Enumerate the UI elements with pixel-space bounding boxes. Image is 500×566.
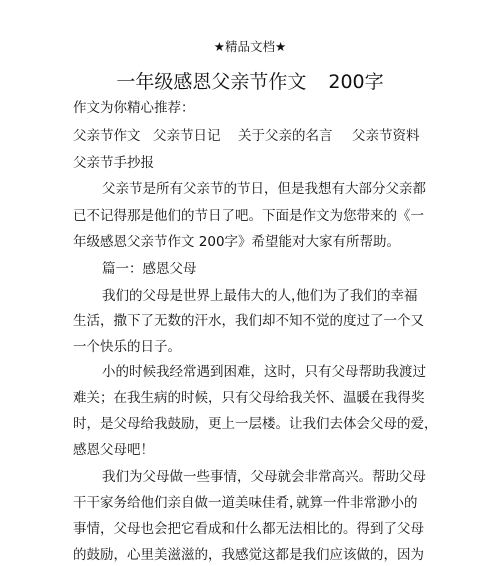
paragraph-line: 他们为了我们的幸福: [296, 288, 418, 304]
related-links-row: [73, 127, 141, 145]
paragraph-line: 事情，父母也会把它看成和什么都无法相比的。得到了父母: [73, 521, 424, 537]
paragraph-line: 感恩父母吧！: [73, 442, 154, 458]
paragraph-line: 生活，撒下了无数的汗水，我们却不知不觉的度过了一个又: [73, 313, 424, 329]
paragraph-line: 就算一件非常渺小的: [296, 495, 418, 511]
paragraph-line: ；在我得奖: [357, 390, 425, 406]
section-heading: 篇一：感恩父母: [102, 261, 197, 277]
document-title: [0, 70, 500, 94]
paragraph-line: 难关；在我生病的时候，只有父母给我关怀、温暖: [73, 390, 370, 406]
link-father-day-essay[interactable]: 父亲节作文: [73, 128, 141, 144]
title-main: 一年级感恩父亲节作文: [116, 71, 307, 93]
paragraph-line: 的鼓励，心里美滋滋的，我感觉这都是我们应该做的，因为: [73, 547, 424, 563]
paragraph-line: 时，是父母给我鼓励，更上一层楼。让我们去体会父母的爱，: [73, 416, 438, 432]
paragraph-line: 父亲节是所有父亲节的节日，但是我想有大部分父亲都: [102, 181, 426, 197]
paragraph-line: 年级感恩父亲节作文 200字》希望能对大家有所帮助。: [73, 234, 401, 250]
paragraph-line: 我们的父母是世界上最伟大的人，: [102, 288, 305, 304]
link-father-day-info[interactable]: 父亲节资料: [352, 128, 420, 144]
paragraph-line: 已不记得那是他们的节日了吧。下面是作文为您带来的《一: [73, 208, 424, 224]
paragraph-line: 我们为父母做一些事情，父母就会非常高兴。帮助父母: [102, 469, 426, 485]
title-word-count: 200字: [328, 71, 384, 93]
paragraph-line: 小的时候我经常遇到困难，这时，只有父母帮助我渡过: [102, 364, 426, 380]
link-father-quotes[interactable]: 关于父亲的名言: [238, 128, 333, 144]
link-father-day-handout[interactable]: 父亲节手抄报: [73, 155, 154, 171]
intro-text: 作文为你精心推荐：: [73, 100, 195, 116]
link-father-day-diary[interactable]: 父亲节日记: [153, 128, 221, 144]
paragraph-line: 一个快乐的日子。: [73, 339, 181, 355]
paragraph-line: 干干家务给他们亲自做一道美味佳肴，: [73, 495, 303, 511]
page-header: ★精品文档★: [213, 39, 287, 54]
